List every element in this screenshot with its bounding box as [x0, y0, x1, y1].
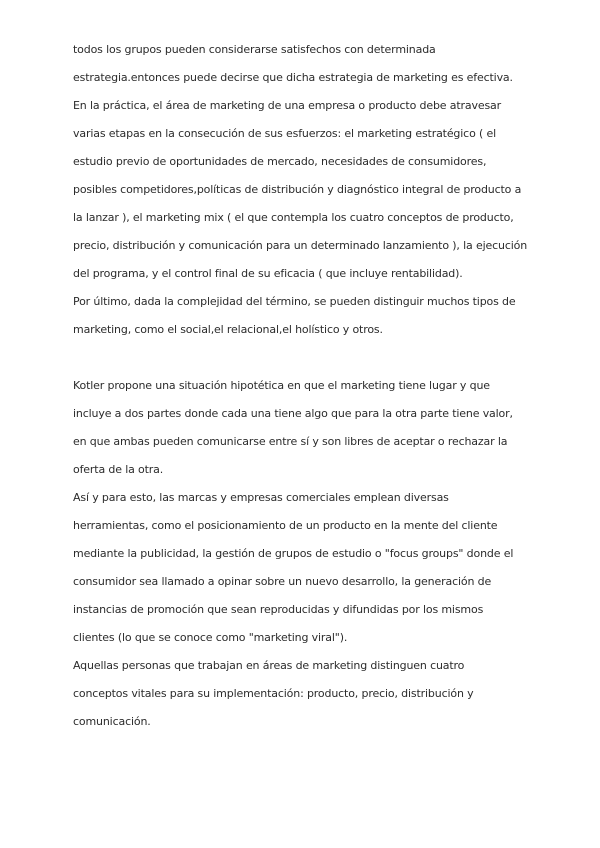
- text-line: Aquellas personas que trabajan en áreas de marketing distinguen cuatro: [73, 659, 465, 672]
- text-line: En la práctica, el área de marketing de una empresa o producto debe atravesar: [73, 99, 501, 112]
- text-line: Así y para esto, las marcas y empresas comerciales emplean diversas: [73, 491, 449, 504]
- text-line: clientes (lo que se conoce como "marketing viral").: [73, 631, 348, 644]
- text-line: comunicación.: [73, 715, 151, 728]
- text-line: conceptos vitales para su implementación: producto, precio, distribución y: [73, 687, 474, 700]
- text-line: varias etapas en la consecución de sus esfuerzos: el marketing estratégico ( el: [73, 127, 497, 140]
- text-line: mediante la publicidad, la gestión de grupos de estudio o "focus groups" donde el: [73, 547, 514, 560]
- text-line: todos los grupos pueden considerarse satisfechos con determinada: [73, 43, 436, 56]
- text-line: en que ambas pueden comunicarse entre sí y son libres de aceptar o rechazar la: [73, 435, 508, 448]
- text-line: marketing, como el social,el relacional,el holístico y otros.: [73, 323, 383, 336]
- text-line: estudio previo de oportunidades de mercado, necesidades de consumidores,: [73, 155, 487, 168]
- text-line: incluye a dos partes donde cada una tiene algo que para la otra parte tiene valor,: [73, 407, 513, 420]
- text-line: Kotler propone una situación hipotética en que el marketing tiene lugar y que: [73, 379, 490, 392]
- text-line: posibles competidores,políticas de distribución y diagnóstico integral de producto a: [73, 183, 522, 196]
- text-line: precio, distribución y comunicación para un determinado lanzamiento ), la ejecución: [73, 239, 528, 252]
- text-line: herramientas, como el posicionamiento de un producto en la mente del cliente: [73, 519, 498, 532]
- text-line: estrategia.entonces puede decirse que dicha estrategia de marketing es efectiva.: [73, 71, 513, 84]
- text-line: la lanzar ), el marketing mix ( el que contempla los cuatro conceptos de producto,: [73, 211, 514, 224]
- text-line: instancias de promoción que sean reproducidas y difundidas por los mismos: [73, 603, 484, 616]
- text-block-2: [73, 372, 543, 736]
- text-line: del programa, y el control final de su eficacia ( que incluye rentabilidad).: [73, 267, 463, 280]
- text-block-1: [73, 36, 543, 344]
- text-line: Por último, dada la complejidad del término, se pueden distinguir muchos tipos de: [73, 295, 516, 308]
- text-line: consumidor sea llamado a opinar sobre un nuevo desarrollo, la generación de: [73, 575, 492, 588]
- text-line: oferta de la otra.: [73, 463, 164, 476]
